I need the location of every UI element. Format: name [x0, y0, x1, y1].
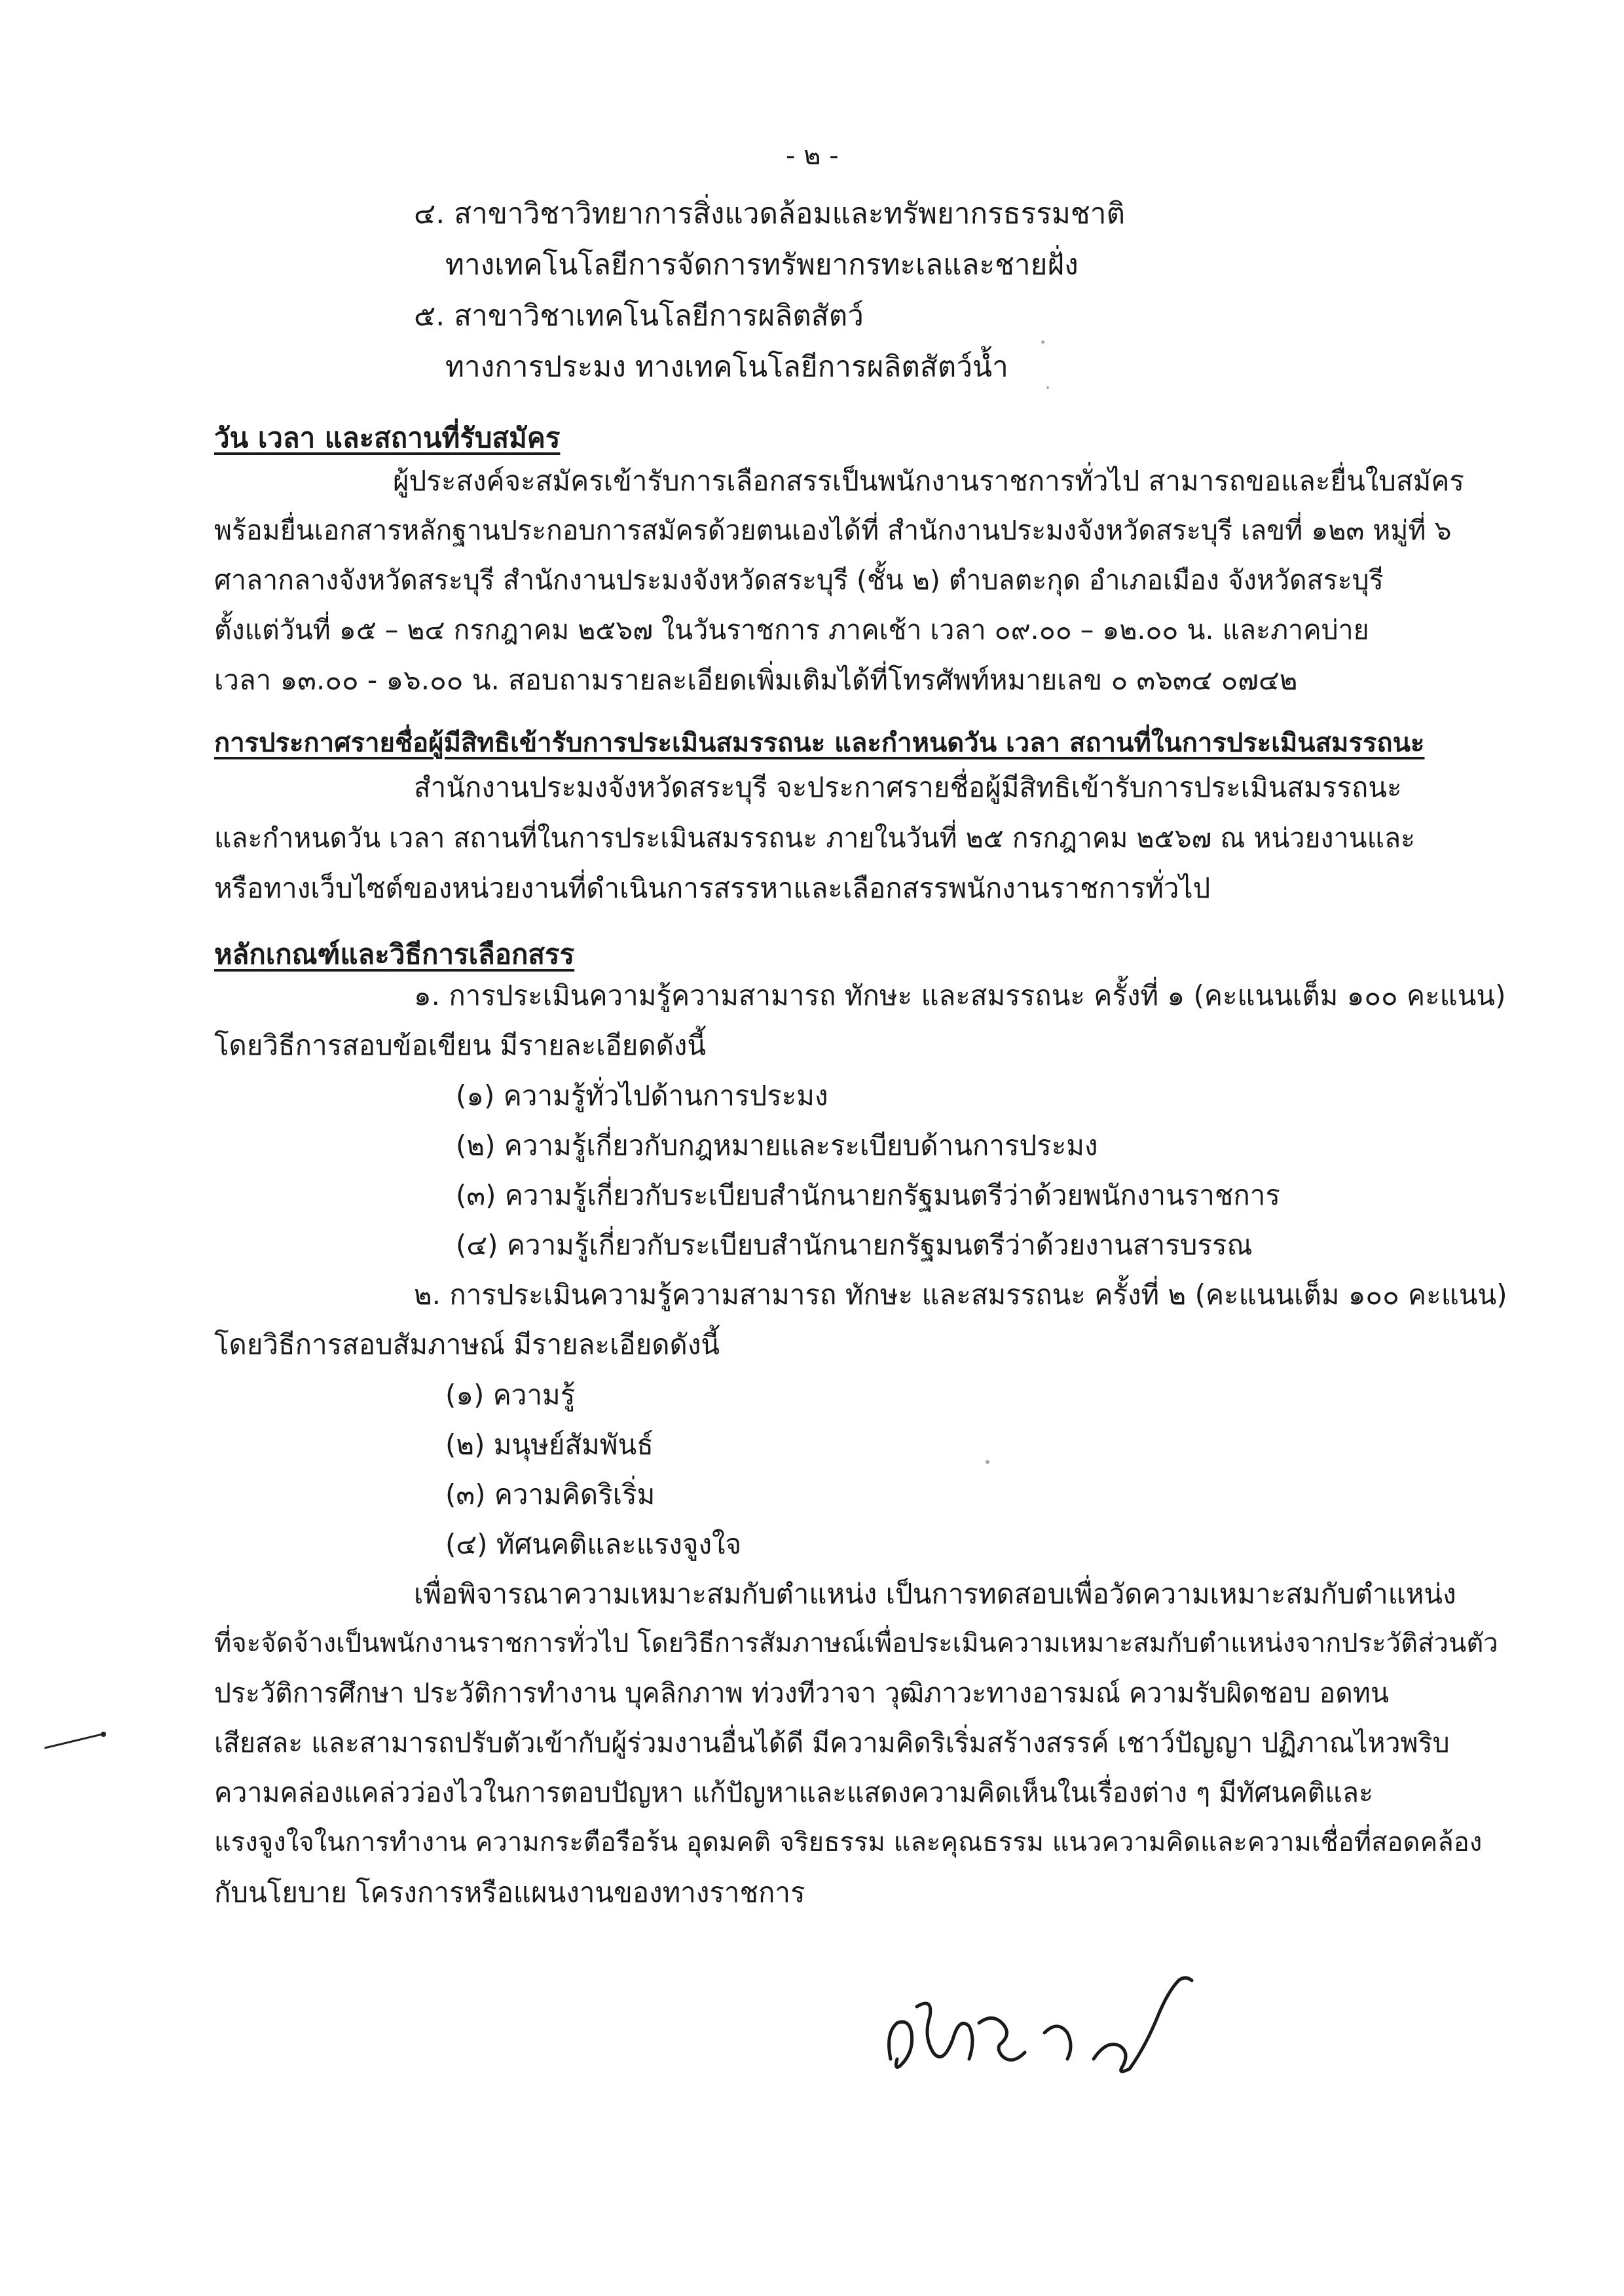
criteria-item-1-sub-1: (๑) ความรู้ทั่วไปด้านการประมง [456, 1080, 828, 1112]
program-5-track: ทางการประมง ทางเทคโนโลยีการผลิตสัตว์น้ำ [445, 350, 1008, 384]
section2-line-3: หรือทางเว็บไซต์ของหน่วยงานที่ดำเนินการสรรหาและเลือกสรรพนักงานราชการทั่วไป [214, 872, 1211, 904]
criteria-paragraph-line-5: ความคล่องแคล่วว่องไวในการตอบปัญหา แก้ปัญหาและแสดงความคิดเห็นในเรื่องต่าง ๆ มีทัศนคติและ [214, 1777, 1373, 1808]
criteria-item-1-sub-2: (๒) ความรู้เกี่ยวกับกฎหมายและระเบียบด้านการประมง [456, 1129, 1098, 1161]
section1-line-5: เวลา ๑๓.๐๐ - ๑๖.๐๐ น. สอบถามรายละเอียดเพิ่มเติมได้ที่โทรศัพท์หมายเลข ๐ ๓๖๓๔ ๐๗๔๒ [214, 664, 1298, 696]
section2-line-2: และกำหนดวัน เวลา สถานที่ในการประเมินสมรรถนะ ภายในวันที่ ๒๕ กรกฎาคม ๒๕๖๗ ณ หน่วยงานและ [214, 822, 1416, 854]
scan-speck [986, 1460, 989, 1464]
criteria-item-2-method: โดยวิธีการสอบสัมภาษณ์ มีรายละเอียดดังนี้ [214, 1328, 720, 1360]
criteria-item-2-sub-4: (๔) ทัศนคติและแรงจูงใจ [445, 1528, 742, 1560]
section2-line-1: สำนักงานประมงจังหวัดสระบุรี จะประกาศรายชื่อผู้มีสิทธิเข้ารับการประเมินสมรรถนะ [414, 771, 1402, 803]
criteria-item-1-title: ๑. การประเมินความรู้ความสามารถ ทักษะ และสมรรถนะ ครั้งที่ ๑ (คะแนนเต็ม ๑๐๐ คะแนน) [414, 979, 1506, 1011]
section-heading-application: วัน เวลา และสถานที่รับสมัคร [214, 422, 561, 454]
handwritten-signature [871, 1961, 1225, 2098]
section1-line-1: ผู้ประสงค์จะสมัครเข้ารับการเลือกสรรเป็นพนักงานราชการทั่วไป สามารถขอและยื่นใบสมัคร [393, 465, 1464, 497]
program-4-track: ทางเทคโนโลยีการจัดการทรัพยากรทะเลและชายฝั่ง [445, 248, 1079, 282]
criteria-paragraph-line-4: เสียสละ และสามารถปรับตัวเข้ากับผู้ร่วมงานอื่นได้ดี มีความคิดริเริ่มสร้างสรรค์ เชาว์ปัญญา ปฏิภาณไหวพริบ [214, 1727, 1450, 1758]
criteria-item-1-sub-3: (๓) ความรู้เกี่ยวกับระเบียบสำนักนายกรัฐมนตรีว่าด้วยพนักงานราชการ [456, 1179, 1280, 1211]
scan-speck [1046, 386, 1049, 389]
margin-pen-mark [39, 1722, 118, 1761]
criteria-paragraph-line-7: กับนโยบาย โครงการหรือแผนงานของทางราชการ [214, 1876, 805, 1908]
criteria-item-2-sub-1: (๑) ความรู้ [445, 1379, 576, 1411]
criteria-paragraph-line-1: เพื่อพิจารณาความเหมาะสมกับตำแหน่ง เป็นการทดสอบเพื่อวัดความเหมาะสมกับตำแหน่ง [414, 1578, 1456, 1610]
criteria-item-1-sub-4: (๔) ความรู้เกี่ยวกับระเบียบสำนักนายกรัฐมนตรีว่าด้วยงานสารบรรณ [456, 1229, 1253, 1261]
criteria-item-2-title: ๒. การประเมินความรู้ความสามารถ ทักษะ และสมรรถนะ ครั้งที่ ๒ (คะแนนเต็ม ๑๐๐ คะแนน) [414, 1279, 1507, 1311]
section1-line-4: ตั้งแต่วันที่ ๑๕ – ๒๔ กรกฎาคม ๒๕๖๗ ในวันราชการ ภาคเช้า เวลา ๐๙.๐๐ – ๑๒.๐๐ น. และภาคบ่าย [214, 614, 1369, 646]
program-5-title: ๕. สาขาวิชาเทคโนโลยีการผลิตสัตว์ [414, 299, 864, 333]
criteria-item-2-sub-2: (๒) มนุษย์สัมพันธ์ [445, 1429, 654, 1461]
section1-line-2: พร้อมยื่นเอกสารหลักฐานประกอบการสมัครด้วยตนเองได้ที่ สำนักงานประมงจังหวัดสระบุรี เลขที่ ๑๒๓ หมู่ที่ ๖ [214, 515, 1452, 546]
criteria-item-1-method: โดยวิธีการสอบข้อเขียน มีรายละเอียดดังนี้ [214, 1029, 707, 1061]
criteria-paragraph-line-2: ที่จะจัดจ้างเป็นพนักงานราชการทั่วไป โดยวิธีการสัมภาษณ์เพื่อประเมินความเหมาะสมกับตำแหน่งจากประวัติส่วนตัว [214, 1628, 1498, 1658]
criteria-paragraph-line-3: ประวัติการศึกษา ประวัติการทำงาน บุคลิกภาพ ท่วงทีวาจา วุฒิภาวะทางอารมณ์ ความรับผิดชอบ อดทน [214, 1677, 1389, 1709]
scan-speck [1041, 340, 1044, 344]
section-heading-criteria: หลักเกณฑ์และวิธีการเลือกสรร [214, 938, 575, 970]
section-heading-announcement: การประกาศรายชื่อผู้มีสิทธิเข้ารับการประเมินสมรรถนะ และกำหนดวัน เวลา สถานที่ในการประเมินสมรรถนะ [214, 728, 1425, 758]
program-4-title: ๔. สาขาวิชาวิทยาการสิ่งแวดล้อมและทรัพยากรธรรมชาติ [414, 197, 1126, 230]
page-number: - ๒ - [786, 141, 839, 171]
criteria-item-2-sub-3: (๓) ความคิดริเริ่ม [445, 1478, 655, 1510]
section1-line-3: ศาลากลางจังหวัดสระบุรี สำนักงานประมงจังหวัดสระบุรี (ชั้น ๒) ตำบลตะกุด อำเภอเมือง จังหวัดสระบุรี [214, 564, 1384, 596]
criteria-paragraph-line-6: แรงจูงใจในการทำงาน ความกระตือรือร้น อุดมคติ จริยธรรม และคุณธรรม แนวความคิดและความเชื่อที่สอดคล้อง [214, 1827, 1483, 1857]
